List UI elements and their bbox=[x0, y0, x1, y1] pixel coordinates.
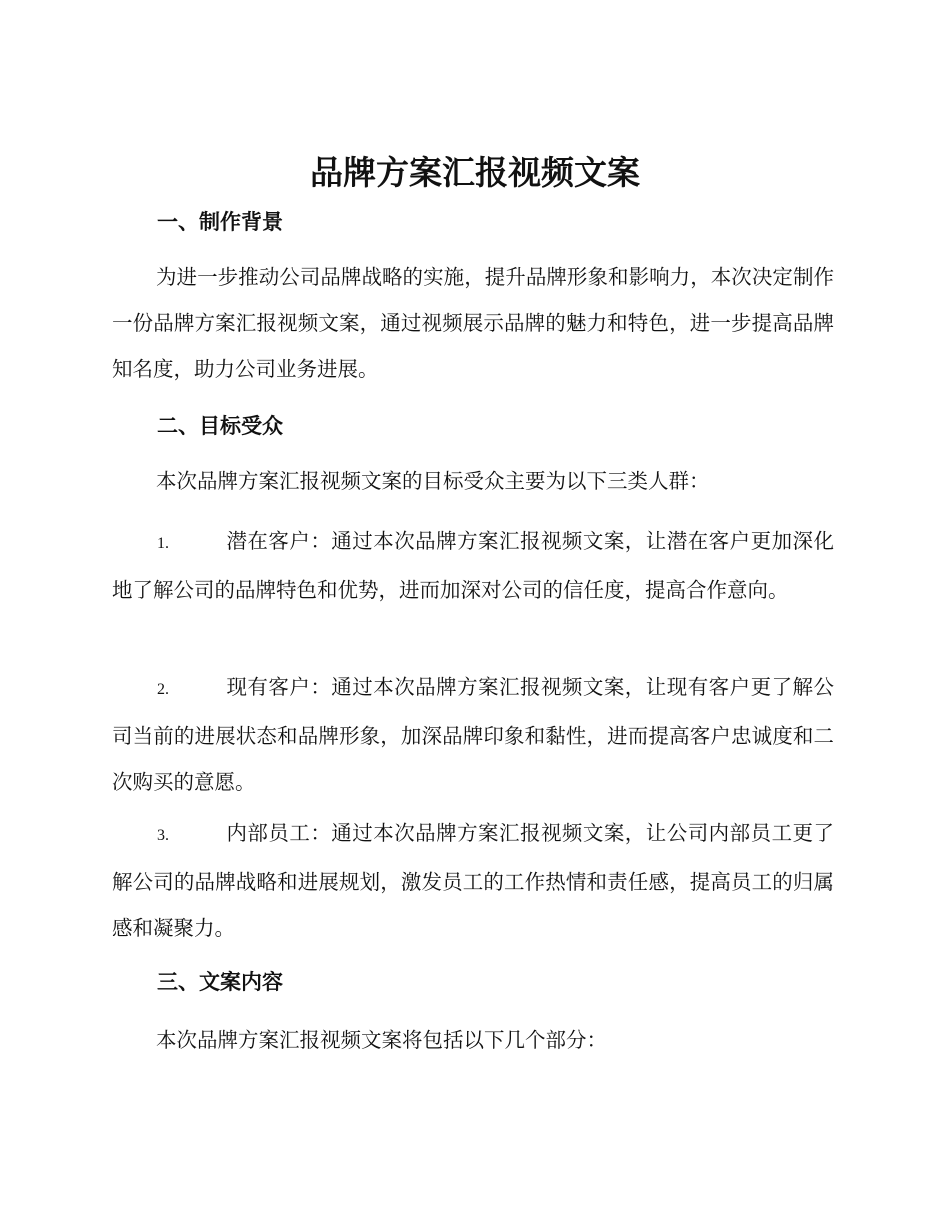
list-item bbox=[112, 810, 834, 951]
list-item bbox=[112, 664, 834, 805]
section-heading-background: 一、制作背景 bbox=[157, 210, 283, 234]
section-heading-content: 三、文案内容 bbox=[157, 970, 283, 994]
list-item-number: 1. bbox=[157, 535, 169, 552]
list-item-text: 潜在客户：通过本次品牌方案汇报视频文案，让潜在客户更加深化地了解公司的品牌特色和优势，进而加深对公司的信任度，提高合作意向。 bbox=[112, 529, 834, 602]
section-paragraph-background: 为进一步推动公司品牌战略的实施，提升品牌形象和影响力，本次决定制作一份品牌方案汇报视频文案，通过视频展示品牌的魅力和特色，进一步提高品牌知名度，助力公司业务进展。 bbox=[112, 265, 834, 381]
section-paragraph-audience: 本次品牌方案汇报视频文案的目标受众主要为以下三类人群： bbox=[156, 469, 710, 493]
list-item-number: 3. bbox=[157, 827, 169, 844]
document-title: 品牌方案汇报视频文案 bbox=[310, 153, 640, 192]
list-item-text: 内部员工：通过本次品牌方案汇报视频文案，让公司内部员工更了解公司的品牌战略和进展规划，激发员工的工作热情和责任感，提高员工的归属感和凝聚力。 bbox=[112, 821, 834, 940]
list-item-number: 2. bbox=[157, 681, 169, 698]
section-heading-audience: 二、目标受众 bbox=[157, 414, 283, 438]
section-paragraph-content: 本次品牌方案汇报视频文案将包括以下几个部分： bbox=[156, 1028, 607, 1052]
list-item-text: 现有客户：通过本次品牌方案汇报视频文案，让现有客户更了解公司当前的进展状态和品牌形象，加深品牌印象和黏性，进而提高客户忠诚度和二次购买的意愿。 bbox=[112, 675, 834, 794]
list-item bbox=[112, 518, 834, 613]
